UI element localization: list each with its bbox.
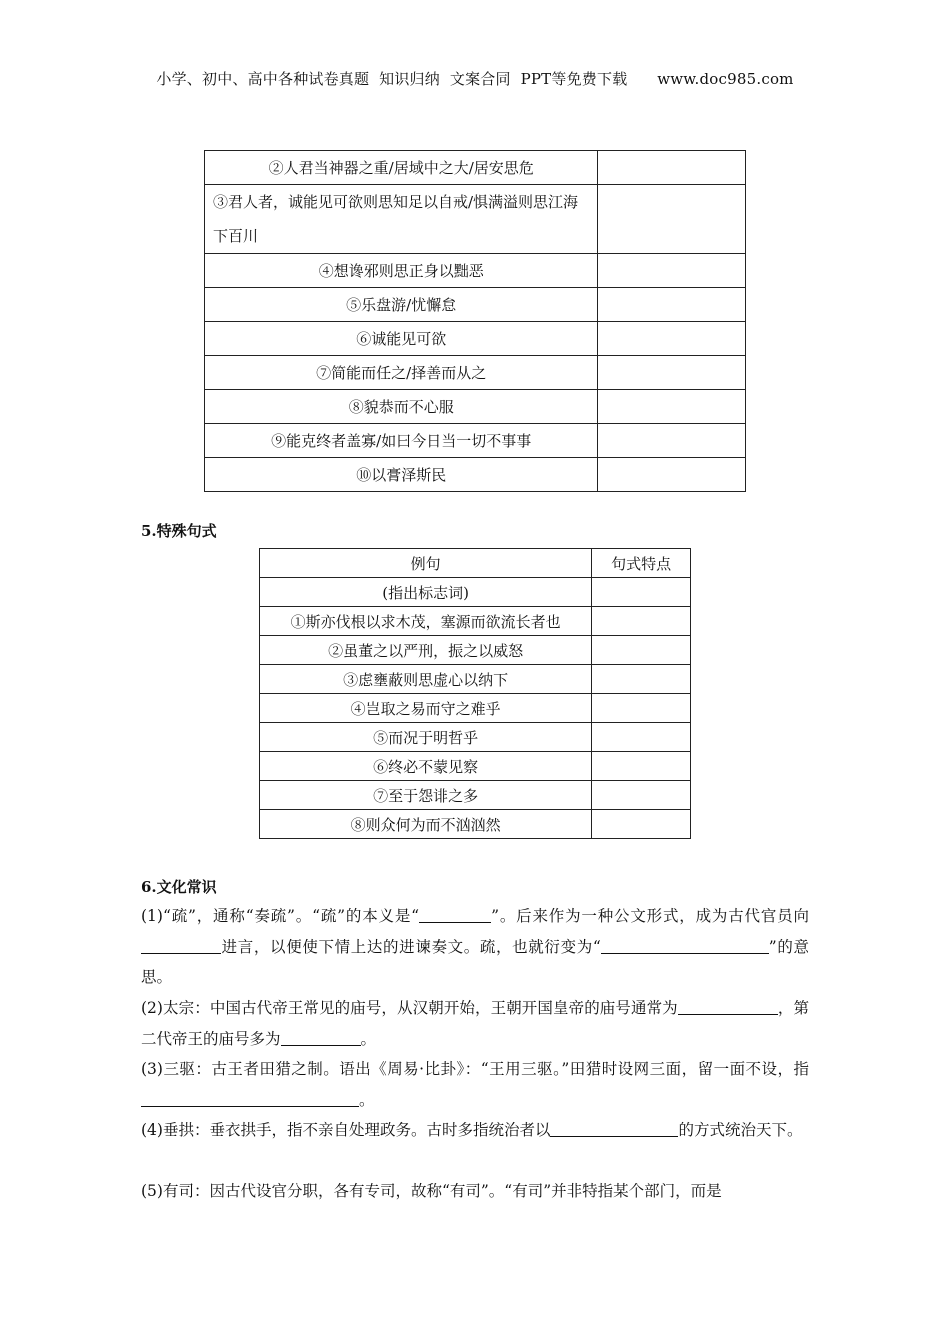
answer-cell[interactable] — [598, 185, 746, 254]
text: ”的意思。 — [141, 937, 809, 986]
table-row — [205, 288, 746, 322]
answer-cell[interactable] — [598, 424, 746, 458]
table-cell: ⑧则众何为而不汹汹然 — [260, 810, 592, 839]
page-header: 小学、初中、高中各种试卷真题 知识归纳 文案合同 PPT等免费下载 www.doc985.com — [156, 70, 794, 88]
answer-cell[interactable] — [598, 322, 746, 356]
table-cell: ①斯亦伐根以求木茂，塞源而欲流长者也 — [260, 607, 592, 636]
table-cell: ②人君当神器之重/居域中之大/居安思危 — [205, 151, 598, 185]
table-row — [205, 390, 746, 424]
answer-cell[interactable] — [598, 254, 746, 288]
table-header-row — [260, 549, 691, 578]
text: 的方式统治天下。 — [678, 1121, 803, 1139]
column-header: 例句 — [260, 549, 592, 578]
answer-cell[interactable] — [592, 694, 691, 723]
paragraph-5: (5)有司：因古代设官分职，各有专司，故称“有司”。“有司”并非特指某个部门，而是 — [141, 1182, 722, 1200]
fill-blank[interactable] — [678, 996, 770, 1015]
fill-blank[interactable] — [141, 1088, 359, 1107]
word-usage-table — [204, 150, 746, 492]
table-cell: ⑥终必不蒙见察 — [260, 752, 592, 781]
text: (2)太宗：中国古代帝王常见的庙号，从汉朝开始，王朝开国皇帝的庙号通常为 — [141, 999, 678, 1017]
answer-cell[interactable] — [592, 636, 691, 665]
answer-cell[interactable] — [592, 810, 691, 839]
table-cell: ②虽董之以严刑，振之以威怒 — [260, 636, 592, 665]
paragraph-3 — [141, 1054, 809, 1115]
column-header: 句式特点 — [592, 549, 691, 578]
table-cell: ⑤乐盘游/忧懈怠 — [205, 288, 598, 322]
text: ，第二代帝王的庙号多为 — [141, 999, 809, 1048]
table-cell: (指出标志词) — [260, 578, 592, 607]
answer-cell[interactable] — [598, 288, 746, 322]
answer-cell[interactable] — [592, 752, 691, 781]
table-row — [260, 723, 691, 752]
table-cell: ④岂取之易而守之难乎 — [260, 694, 592, 723]
fill-blank[interactable] — [419, 904, 491, 923]
answer-cell[interactable] — [598, 356, 746, 390]
text: ”。后来作为一种公文形式，成为古代官员向 — [491, 907, 809, 925]
answer-cell[interactable] — [592, 665, 691, 694]
section-title: 5.特殊句式 — [141, 522, 217, 540]
fill-blank[interactable] — [601, 935, 701, 954]
text: (4)垂拱：垂衣拱手，指不亲自处理政务。古时多指统治者以 — [141, 1121, 551, 1139]
answer-cell[interactable] — [598, 458, 746, 492]
table-row — [205, 322, 746, 356]
answer-cell[interactable] — [598, 390, 746, 424]
text: (3)三驱：古王者田猎之制。语出《周易·比卦》：“王用三驱。”田猎时设网三面，留一面不设，指 — [141, 1060, 809, 1078]
fill-blank[interactable] — [701, 935, 769, 954]
table-row — [205, 151, 746, 185]
fill-blank[interactable] — [141, 935, 221, 954]
text: 进言，以便使下情上达的进谏奏文。疏，也就衍变为“ — [221, 937, 601, 956]
fill-blank[interactable] — [281, 1027, 361, 1046]
table-cell: ③君人者，诚能见可欲则思知足以自戒/惧满溢则思江海下百川 — [205, 185, 598, 254]
table-row — [260, 781, 691, 810]
table-cell: ⑩以膏泽斯民 — [205, 458, 598, 492]
answer-cell[interactable] — [592, 578, 691, 607]
table-row — [260, 607, 691, 636]
sentence-pattern-table — [259, 548, 691, 839]
answer-cell[interactable] — [592, 607, 691, 636]
table-row — [205, 185, 746, 254]
table-cell: ⑥诚能见可欲 — [205, 322, 598, 356]
table-cell: ⑦简能而任之/择善而从之 — [205, 356, 598, 390]
table-cell: ④想谗邪则思正身以黜恶 — [205, 254, 598, 288]
table-row — [205, 356, 746, 390]
table-row — [260, 578, 691, 607]
text: (1)“疏”，通称“奏疏”。“疏”的本义是“ — [141, 907, 420, 925]
answer-cell[interactable] — [598, 151, 746, 185]
table-cell: ⑨能克终者盖寡/如曰今日当一切不事事 — [205, 424, 598, 458]
table-row — [205, 254, 746, 288]
paragraph-1 — [141, 901, 809, 993]
table-cell: ⑤而况于明哲乎 — [260, 723, 592, 752]
text: 。 — [360, 1029, 377, 1048]
fill-blank[interactable] — [770, 996, 778, 1015]
table-row — [260, 810, 691, 839]
table-row — [260, 636, 691, 665]
table-row — [205, 424, 746, 458]
section-title: 6.文化常识 — [141, 878, 217, 896]
answer-cell[interactable] — [592, 781, 691, 810]
table-cell: ③虑壅蔽则思虚心以纳下 — [260, 665, 592, 694]
text: 。 — [359, 1090, 375, 1109]
paragraph-2 — [141, 993, 809, 1054]
table-row — [205, 458, 746, 492]
fill-blank[interactable] — [550, 1118, 678, 1137]
table-cell: ⑧貌恭而不心服 — [205, 390, 598, 424]
table-row — [260, 752, 691, 781]
paragraph-4 — [141, 1115, 809, 1146]
table-row — [260, 694, 691, 723]
table-cell: ⑦至于怨诽之多 — [260, 781, 592, 810]
table-row — [260, 665, 691, 694]
answer-cell[interactable] — [592, 723, 691, 752]
